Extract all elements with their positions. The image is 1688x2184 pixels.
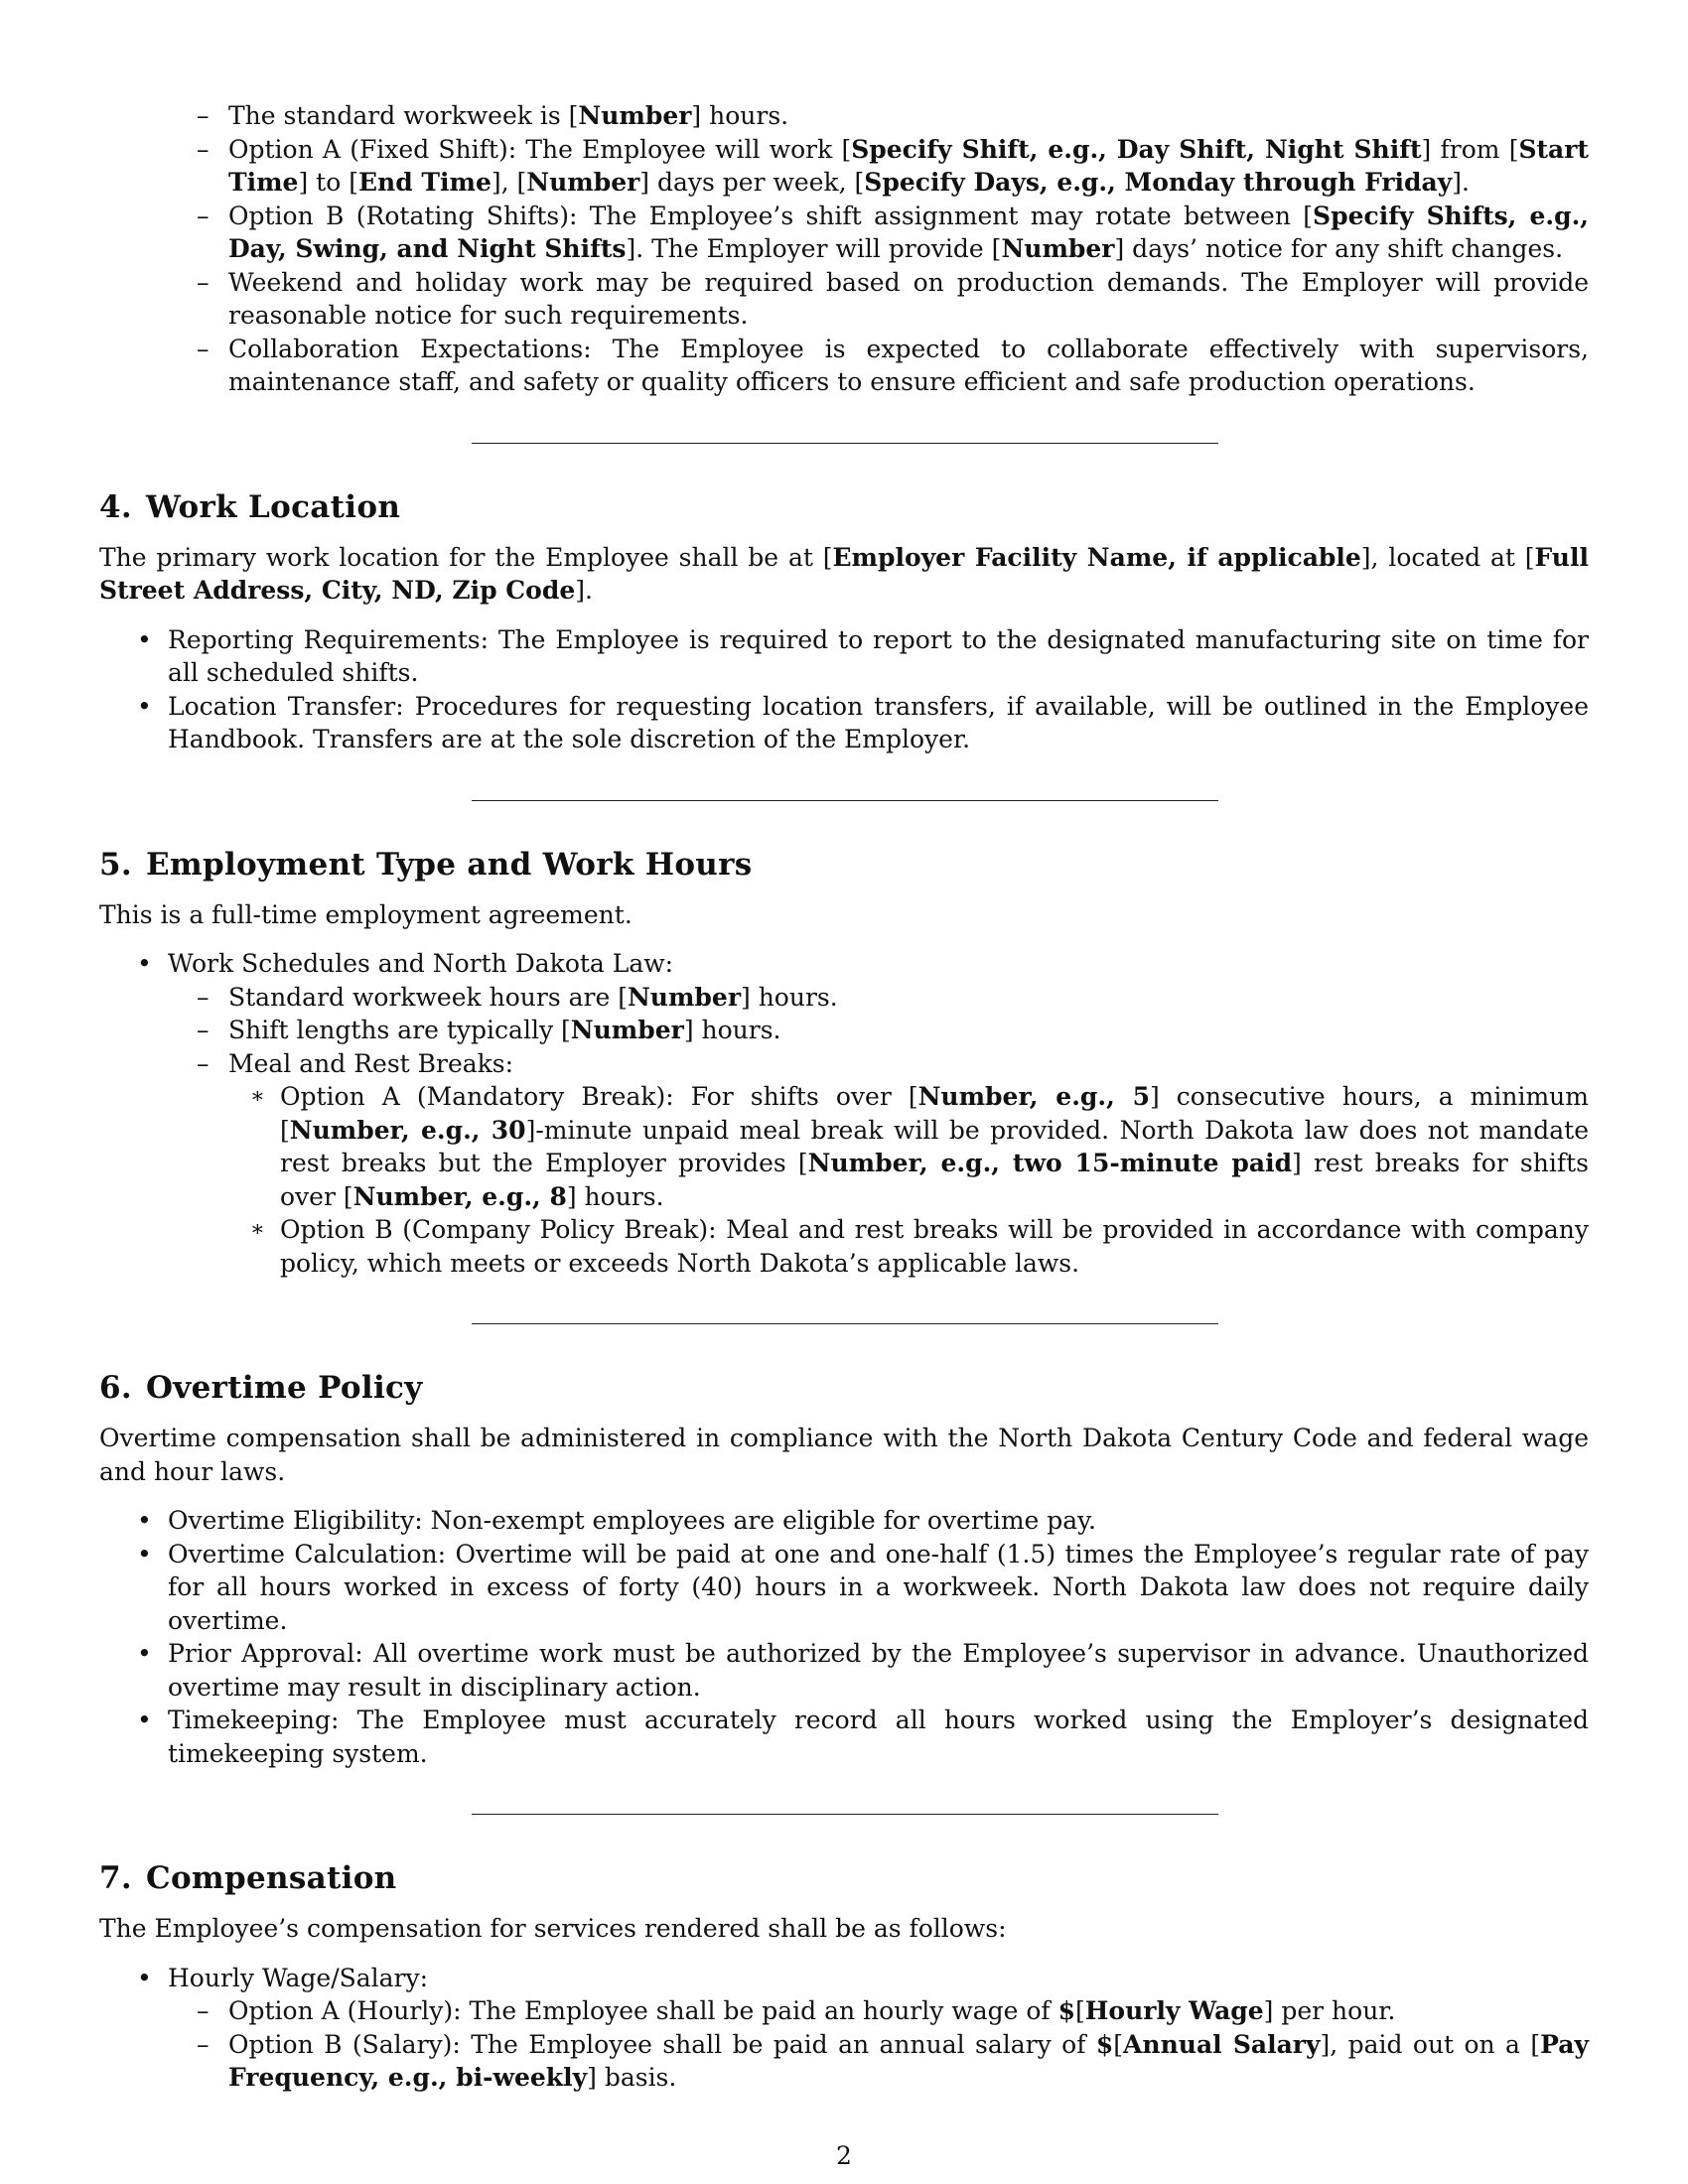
page-number: 2 [836, 2141, 852, 2170]
dash-marker: – [197, 267, 210, 297]
bullet-list [99, 1962, 1589, 2095]
bullet-marker: • [137, 949, 152, 978]
section-title: Work Location [145, 488, 401, 525]
section-title: Overtime Policy [145, 1370, 423, 1406]
list-item-text: Overtime Calculation: Overtime will be paid at one and one-half (1.5) times the Employee’s regular rate of pay for all hours worked in excess of forty (40) hours in a workweek. North Dakota law does not require daily overtime. [168, 1539, 1589, 1635]
list-item-text: Option A (Fixed Shift): The Employee will work [Specify Shift, e.g., Day Shift, Night Shift] from [Start Time] to [End Time], [Number] days per week, [Specify Days, e.g., Monday through Friday]. [228, 134, 1589, 197]
dash-marker: – [197, 2029, 210, 2059]
list-item-text: Option A (Mandatory Break): For shifts over [Number, e.g., 5] consecutive hours, a minimum [Number, e.g., 30]-minute unpaid meal break will be provided. North Dakota law does not mandate rest breaks but the Employer provides [Number, e.g., two 15-minute paid] rest breaks for shifts over [Number, e.g., 8] hours. [280, 1082, 1589, 1211]
list-item-text: Prior Approval: All overtime work must be authorized by the Employee’s supervisor in advance. Unauthorized overtime may result in disciplinary action. [168, 1639, 1589, 1702]
section-divider [472, 800, 1218, 801]
bullet-marker: • [137, 1963, 152, 1992]
list-item-text: Overtime Eligibility: Non-exempt employees are eligible for overtime pay. [168, 1506, 1096, 1535]
list-item-text: Timekeeping: The Employee must accurately record all hours worked using the Employer’s designated timekeeping system. [168, 1706, 1589, 1768]
section-intro: Overtime compensation shall be administered in compliance with the North Dakota Century Code and federal wage and hour laws. [99, 1424, 1589, 1486]
section-divider [472, 443, 1218, 444]
list-item-text: Hourly Wage/Salary: [168, 1963, 429, 1992]
list-item [99, 1047, 1589, 1081]
list-item [99, 99, 1589, 133]
section-intro: The Employee’s compensation for services rendered shall be as follows: [99, 1914, 1007, 1943]
list-item-text: Shift lengths are typically [Number] hours. [228, 1016, 781, 1044]
section-title: Compensation [145, 1860, 397, 1896]
list-item [99, 690, 1589, 756]
asterisk-marker: ∗ [250, 1217, 265, 1242]
list-item-text: Meal and Rest Breaks: [228, 1048, 514, 1078]
section-title: Employment Type and Work Hours [145, 846, 753, 883]
bullet-marker: • [137, 1639, 152, 1668]
list-item [99, 1014, 1589, 1047]
list-item [99, 1962, 1589, 1995]
bullet-marker: • [137, 1706, 152, 1734]
list-item-text: Option B (Rotating Shifts): The Employee’s shift assignment may rotate between [Specify Shifts, e.g., Day, Swing, and Night Shifts]. The Employer will provide [Number] days’ notice for any shift changes. [228, 201, 1589, 263]
dash-marker: – [197, 201, 210, 230]
bullet-marker: • [137, 1539, 152, 1569]
list-item [99, 1080, 1589, 1213]
list-item-text: Option B (Salary): The Employee shall be paid an annual salary of $[Annual Salary], paid out on a [Pay Frequency, e.g., bi-weekly] basis. [228, 2029, 1589, 2092]
section-number: 5. [99, 846, 132, 883]
section-divider [472, 1814, 1218, 1815]
list-item [99, 333, 1589, 399]
list-item [99, 1504, 1589, 1538]
bullet-list [99, 623, 1589, 756]
section-heading [99, 487, 1589, 527]
dash-marker: – [197, 1048, 210, 1078]
list-item-text: Reporting Requirements: The Employee is required to report to the designated manufacturing site on time for all scheduled shifts. [168, 624, 1589, 687]
dash-marker: – [197, 334, 210, 363]
section-heading [99, 1368, 1589, 1408]
section-divider [472, 1323, 1218, 1324]
dash-marker: – [197, 134, 210, 164]
dash-marker: – [197, 101, 210, 130]
list-item [99, 623, 1589, 690]
continuation-list [99, 99, 1589, 399]
list-item [99, 1538, 1589, 1638]
list-item-text: Option B (Company Policy Break): Meal and rest breaks will be provided in accordance with company policy, which meets or exceeds North Dakota’s applicable laws. [280, 1215, 1589, 1278]
bullet-marker: • [137, 691, 152, 721]
section-intro: This is a full-time employment agreement. [99, 899, 633, 929]
section-number: 4. [99, 488, 132, 525]
bullet-marker: • [137, 1506, 152, 1535]
list-item-text: Location Transfer: Procedures for requesting location transfers, if available, will be outlined in the Employee Handbook. Transfers are at the sole discretion of the Employer. [168, 691, 1589, 753]
list-item [99, 981, 1589, 1015]
list-item [99, 133, 1589, 200]
section-heading [99, 1858, 1589, 1898]
section-number: 6. [99, 1370, 132, 1406]
bullet-list [99, 947, 1589, 1280]
list-item-text: Option A (Hourly): The Employee shall be paid an hourly wage of $[Hourly Wage] per hour. [228, 1996, 1396, 2025]
list-item [99, 266, 1589, 333]
list-item [99, 1213, 1589, 1280]
dash-marker: – [197, 1996, 210, 2025]
asterisk-marker: ∗ [250, 1084, 265, 1109]
bullet-list [99, 1504, 1589, 1770]
list-item [99, 2028, 1589, 2095]
list-item-text: Weekend and holiday work may be required based on production demands. The Employer will provide reasonable notice for such requirements. [228, 267, 1589, 330]
document-page [99, 99, 1589, 2095]
list-item-text: Collaboration Expectations: The Employee is expected to collaborate effectively with supervisors, maintenance staff, and safety or quality officers to ensure efficient and safe production operations. [228, 334, 1589, 396]
bullet-marker: • [137, 624, 152, 654]
list-item-text: The standard workweek is [Number] hours. [228, 101, 789, 130]
list-item [99, 1704, 1589, 1770]
section-heading [99, 845, 1589, 885]
section-number: 7. [99, 1860, 132, 1896]
list-item [99, 947, 1589, 981]
list-item-text: Standard workweek hours are [Number] hours. [228, 982, 838, 1012]
dash-marker: – [197, 982, 210, 1012]
list-item-text: Work Schedules and North Dakota Law: [168, 949, 674, 978]
list-item [99, 1637, 1589, 1704]
list-item [99, 200, 1589, 266]
list-item [99, 1994, 1589, 2028]
dash-marker: – [197, 1016, 210, 1044]
section-intro: The primary work location for the Employee shall be at [Employer Facility Name, if applicable], located at [Full Street Address, City, ND, Zip Code]. [99, 542, 1589, 605]
